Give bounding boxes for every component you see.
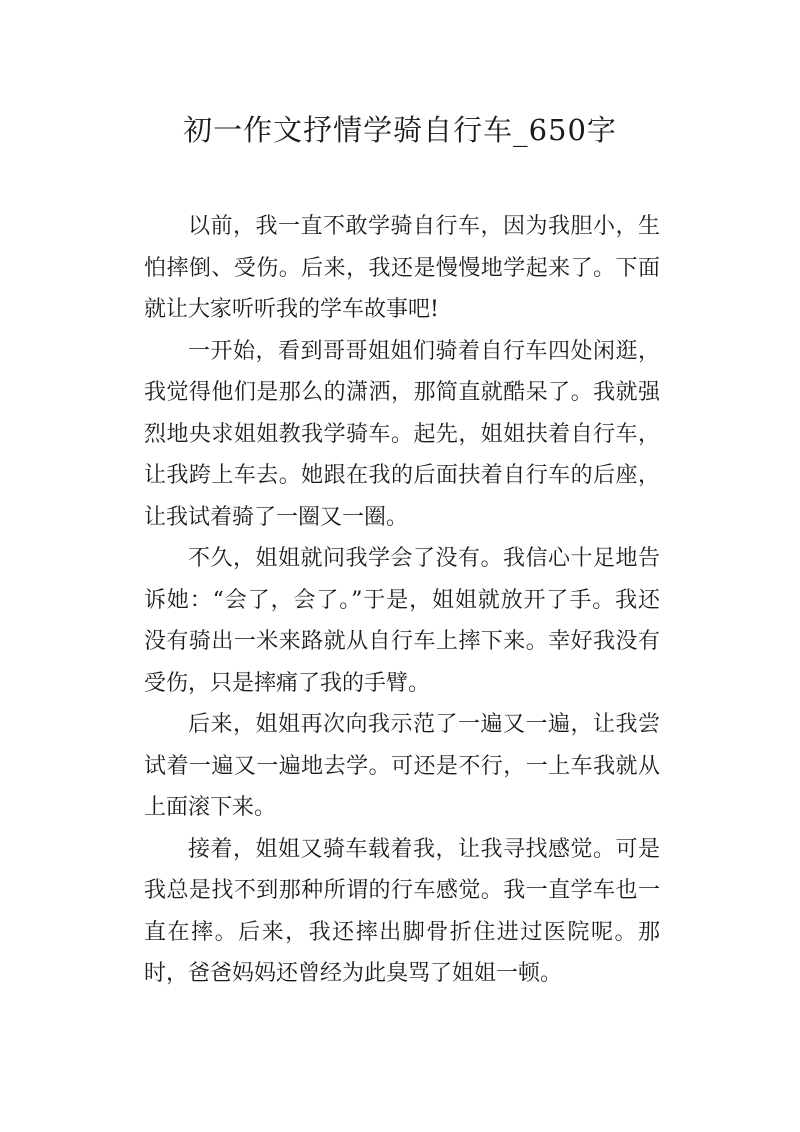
- document-body: [144, 206, 660, 995]
- paragraph-1: 以前，我一直不敢学骑自行车，因为我胆小，生怕摔倒、受伤。后来，我还是慢慢地学起来了。下面就让大家听听我的学车故事吧!: [144, 214, 660, 322]
- paragraph-3: 不久，姐姐就问我学会了没有。我信心十足地告诉她：“会了，会了。”于是，姐姐就放开了手。我还没有骑出一米来路就从自行车上摔下来。幸好我没有受伤，只是摔痛了我的手臂。: [144, 546, 660, 696]
- document-title: 初一作文抒情学骑自行车_650字: [183, 113, 617, 147]
- paragraph-5: 接着，姐姐又骑车载着我，让我寻找感觉。可是我总是找不到那种所谓的行车感觉。我一直学车也一直在摔。后来，我还摔出脚骨折住进过医院呢。那时，爸爸妈妈还曾经为此臭骂了姐姐一顿。: [144, 836, 660, 986]
- paragraph-2: 一开始，看到哥哥姐姐们骑着自行车四处闲逛，我觉得他们是那么的潇洒，那简直就酷呆了。我就强烈地央求姐姐教我学骑车。起先，姐姐扶着自行车，让我跨上车去。她跟在我的后面扶着自行车的后座，让我试着骑了一圈又一圈。: [144, 338, 660, 530]
- paragraph-4: 后来，姐姐再次向我示范了一遍又一遍，让我尝试着一遍又一遍地去学。可还是不行，一上车我就从上面滚下来。: [144, 712, 660, 820]
